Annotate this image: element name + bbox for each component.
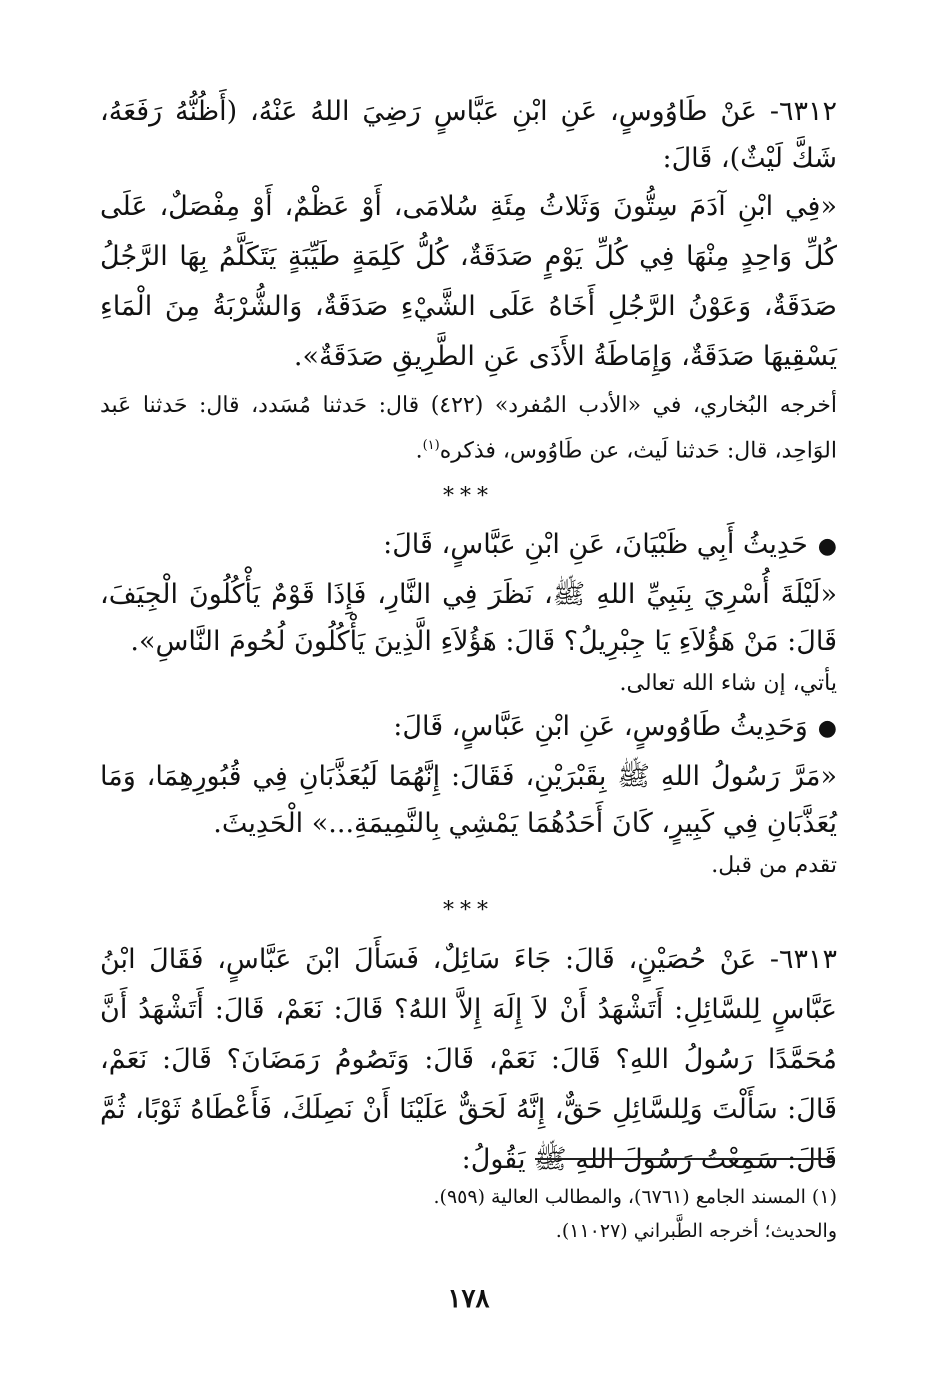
bullet-dot-icon: ● — [817, 716, 837, 742]
footnote-mark: (١) — [422, 438, 440, 453]
section-separator: *** — [443, 898, 494, 924]
bullet-dot-icon: ● — [817, 534, 837, 560]
bullet-2-text: «مَرَّ رَسُولُ اللهِ ﷺ بِقَبْرَيْنِ، فَقَالَ: إِنَّهُمَا لَيُعَذَّبَانِ فِي قُبُورِهِمَا، وَمَا يُعَذَّبَانِ فِي كَبِيرٍ، كَانَ أَحَدُهُمَا يَمْشِي بِالنَّمِيمَةِ...» الْحَدِيثَ. — [100, 761, 837, 840]
footnotes — [300, 1180, 837, 1248]
hadith-6312-takhrij: أخرجه البُخاري، في «الأدب المُفرد» (٤٢٢) قال: حَدثنا مُسَدد، قال: حَدثنا عَبد الوَاحِد، قال: حَدثنا لَيث، عن طَاوُوس، فذكره$^{(١)}$. — [100, 393, 837, 464]
main-text — [100, 88, 837, 1185]
bullet-heading-text: وَحَدِيثُ طَاوُوسٍ، عَنِ ابْنِ عَبَّاسٍ، قَالَ: — [393, 711, 808, 743]
bullet-heading-text: حَدِيثُ أَبِي ظَبْيَانَ، عَنِ ابْنِ عَبَّاسٍ، قَالَ: — [383, 529, 808, 561]
hadith-6313-text: ٦٣١٣- عَنْ حُصَيْنٍ، قَالَ: جَاءَ سَائِلٌ، فَسَأَلَ ابْنَ عَبَّاسٍ، فَقَالَ ابْنُ عَبَّاسٍ لِلسَّائِلِ: أَتَشْهَدُ أَنْ لاَ إِلَهَ إِلاَّ اللهُ؟ قَالَ: نَعَمْ، قَالَ: أَتَشْهَدُ أَنَّ مُحَمَّدًا رَسُولُ اللهِ؟ قَالَ: نَعَمْ، قَالَ: وَتَصُومُ رَمَضَانَ؟ قَالَ: نَعَمْ، قَالَ: سَأَلْتَ وَلِلسَّائِلِ حَقٌّ، إِنَّهُ لَحَقٌّ عَلَيْنَا أَنْ نَصِلَكَ، فَأَعْطَاهُ ثَوْبًا، ثُمَّ قَالَ: سَمِعْتُ رَسُولَ اللهِ ﷺ يَقُولُ: — [100, 944, 837, 1176]
takhrij-text: أخرجه البُخاري، في «الأدب المُفرد» (٤٢٢) قال: حَدثنا مُسَدد، قال: حَدثنا عَبد الوَاحِد، قال: حَدثنا لَيث، عن طَاوُوس، فذكره — [100, 393, 837, 464]
bullet-1-text: «لَيْلَةَ أُسْرِيَ بِنَبِيِّ اللهِ ﷺ، نَظَرَ فِي النَّارِ، فَإِذَا قَوْمٌ يَأْكُلُونَ الْجِيَفَ، قَالَ: مَنْ هَؤُلاَءِ يَا جِبْرِيلُ؟ قَالَ: هَؤُلاَءِ الَّذِينَ يَأْكُلُونَ لُحُومَ النَّاسِ». — [100, 579, 837, 658]
footnote-1: (١) المسند الجامع (٦٧٦١)، والمطالب العالية (٩٥٩). — [433, 1186, 837, 1208]
footnote-divider — [535, 1158, 835, 1160]
bullet-heading-2 — [100, 703, 837, 753]
hadith-6312-text: «فِي ابْنِ آدَمَ سِتُّونَ وَثَلاثُ مِئَةِ سُلامَى، أَوْ عَظْمٌ، أَوْ مِفْصَلٌ، عَلَى كُلِّ وَاحِدٍ مِنْهَا فِي كُلِّ يَوْمٍ صَدَقَةٌ، كُلُّ كَلِمَةٍ طَيِّبَةٍ يَتَكَلَّمُ بِهَا الرَّجُلُ صَدَقَةٌ، وَعَوْنُ الرَّجُلِ أَخَاهُ عَلَى الشَّيْءِ صَدَقَةٌ، وَالشُّرْبَةُ مِنَ الْمَاءِ يَسْقِيهَا صَدَقَةٌ، وَإِمَاطَةُ الأَذَى عَنِ الطَّرِيقِ صَدَقَةٌ». — [100, 191, 837, 372]
section-separator: *** — [443, 484, 494, 510]
page-number: ١٧٨ — [447, 1284, 490, 1314]
footnote-2: والحديث؛ أخرجه الطَّبراني (١١٠٢٧). — [555, 1220, 837, 1242]
bullet-1-note: يأتي، إن شاء الله تعالى. — [619, 671, 837, 697]
bullet-heading-1 — [100, 521, 837, 571]
bullet-2-note: تقدم من قبل. — [711, 853, 837, 879]
hadith-6312-intro: ٦٣١٢- عَنْ طَاوُوسٍ، عَنِ ابْنِ عَبَّاسٍ رَضِيَ اللهُ عَنْهُ، (أَظُنُّهُ رَفَعَهُ، شَكَّ لَيْثٌ)، قَالَ: — [100, 96, 837, 174]
